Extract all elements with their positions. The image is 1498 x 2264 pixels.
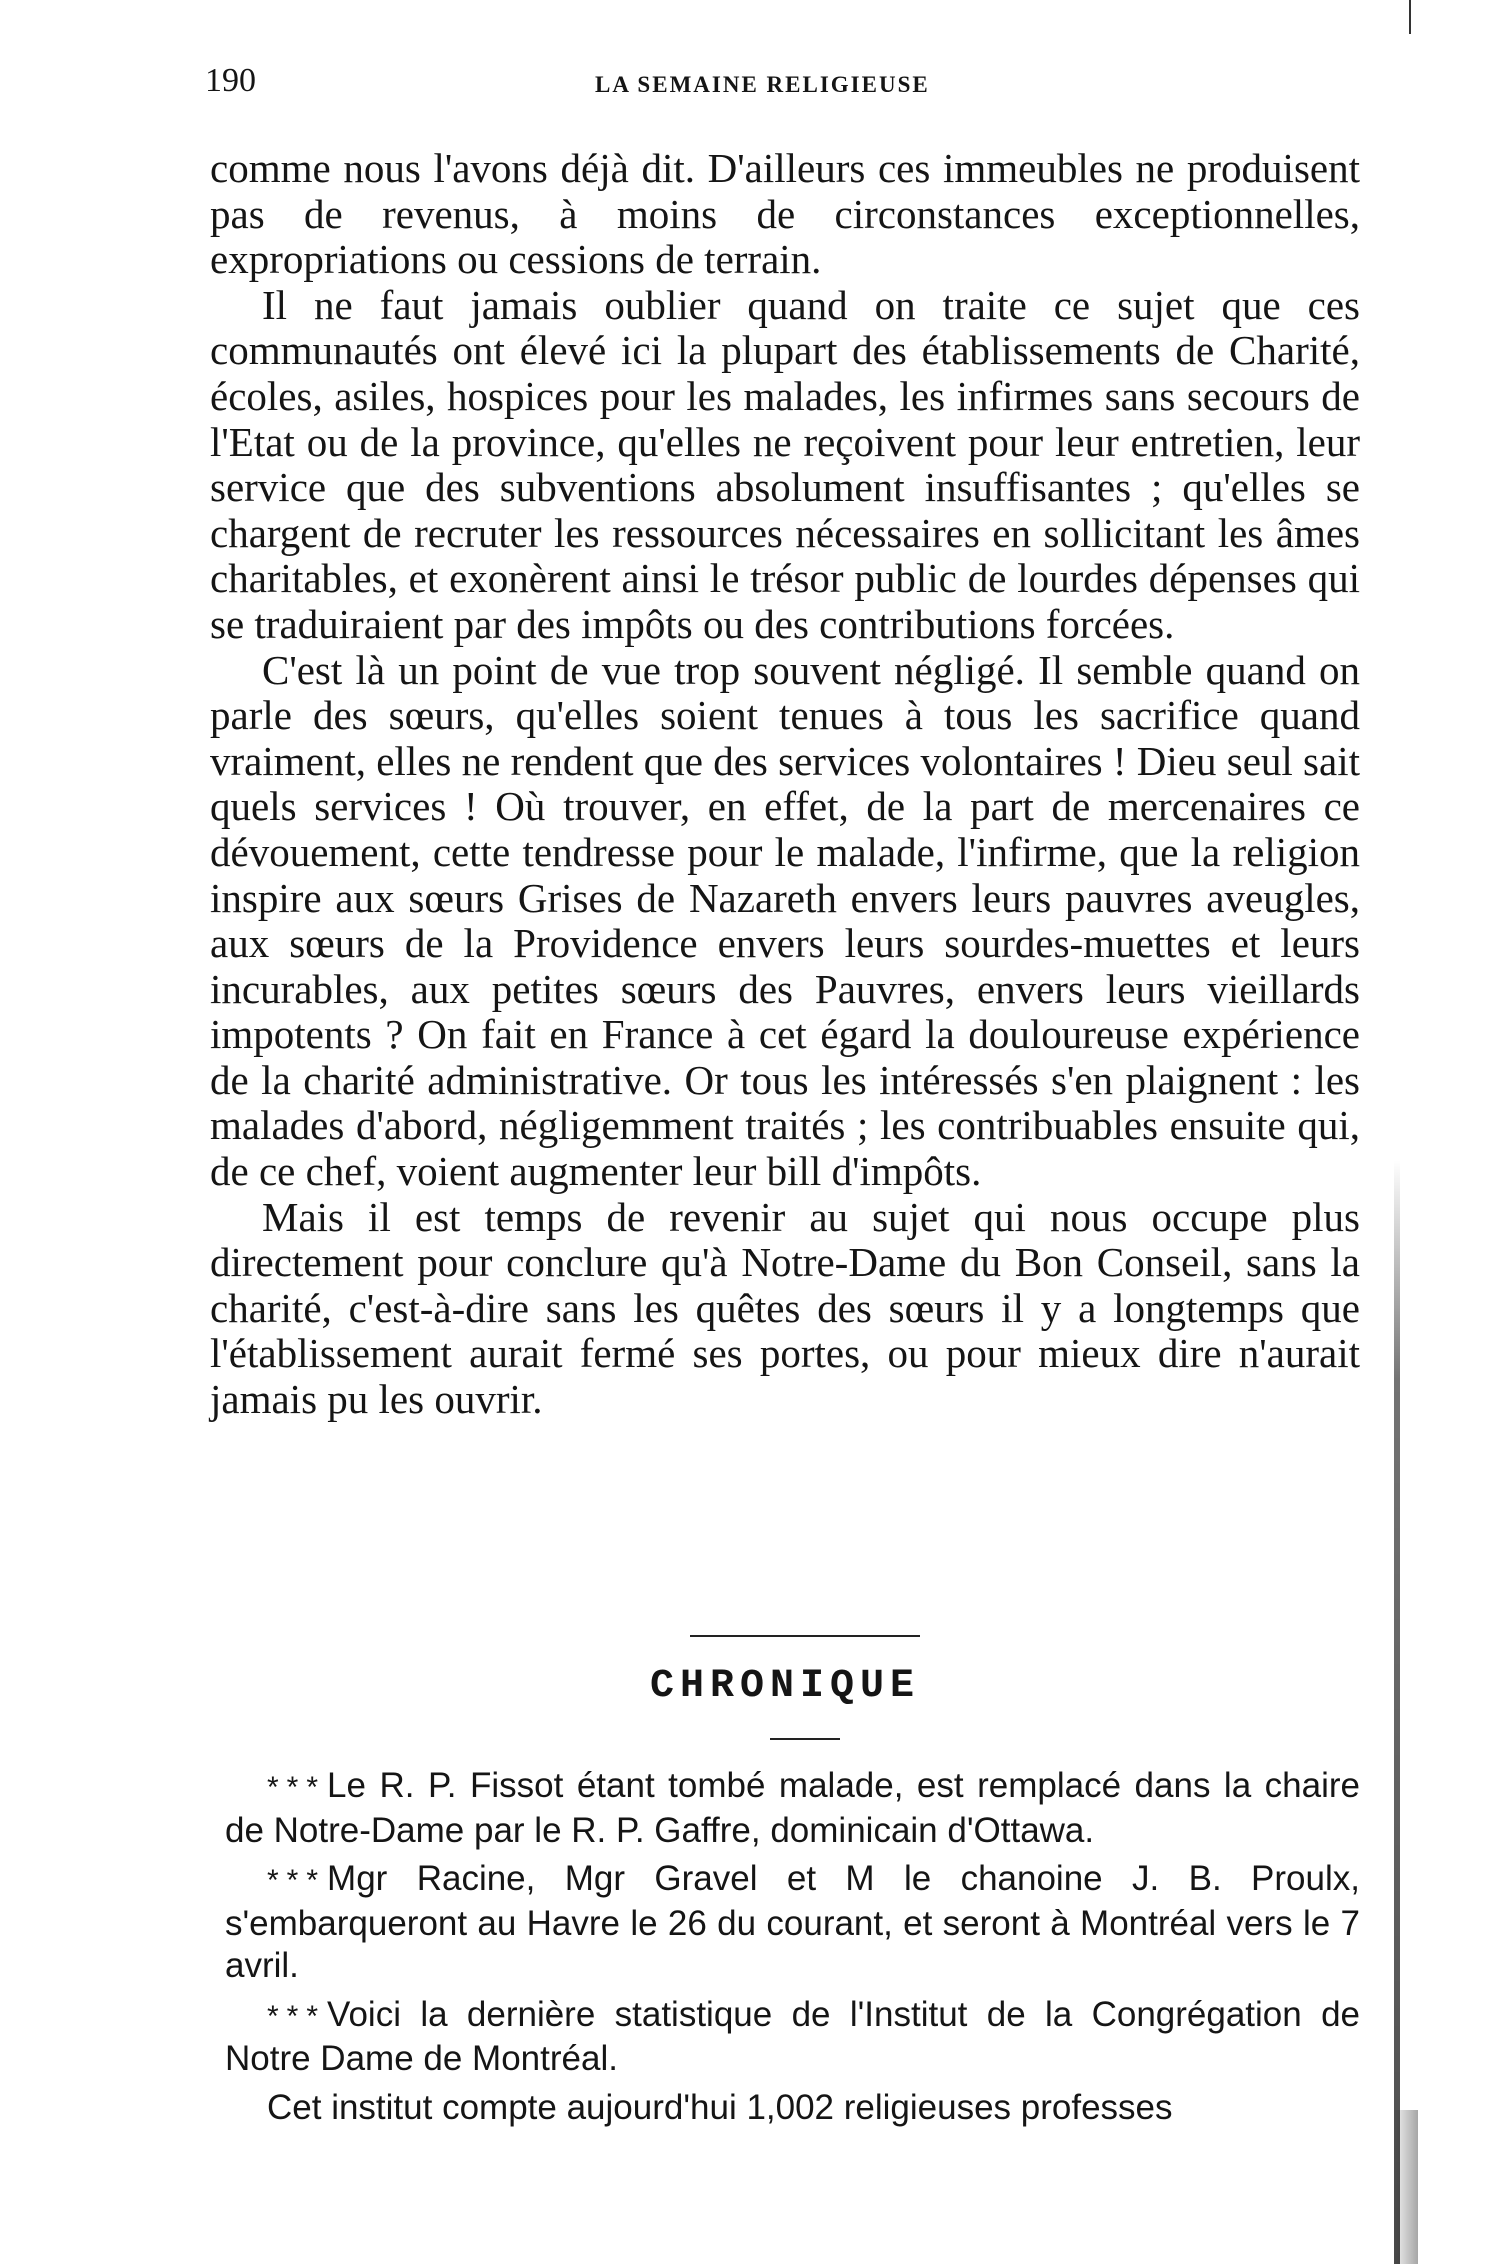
- article-body: [210, 146, 1360, 1423]
- chronicle-section: [225, 1765, 1360, 2135]
- paragraph-communities: Il ne faut jamais oublier quand on traite ce sujet que ces communautés ont élevé ici la plupart des établissements de Charité, écoles, asiles, hospices pour les malades, les infirmes sans secours de l'Etat ou de la province, qu'elles ne reçoivent pour leur entretien, leur service que des subventions absolument insuffisantes ; qu'elles se chargent de recruter les ressources nécessaires en sollicitant les âmes charitables, et exonèrent ainsi le trésor public de lourdes dépenses qui se traduiraient par des impôts ou des contributions forcées.: [210, 281, 1360, 647]
- page-number: 190: [205, 62, 256, 99]
- binding-smudge: [1394, 2110, 1418, 2264]
- asterism-icon: * * *: [267, 1999, 320, 2033]
- paragraph-continued: comme nous l'avons déjà dit. D'ailleurs ces immeubles ne produisent pas de revenus, à moins de circonstances exceptionnelles, expropriations ou cessions de terrain.: [210, 145, 1360, 283]
- paragraph-point-of-view: C'est là un point de vue trop souvent négligé. Il semble quand on parle des sœurs, qu'elles soient tenues à tous les sacrifice quand vraiment, elles ne rendent que des services volontaires ! Dieu seul sait quels services ! Où trouver, en effet, de la part de mercenaires ce dévouement, cette tendresse pour le malade, l'infirme, que la religion inspire aux sœurs Grises de Nazareth envers leurs pauvres aveugles, aux sœurs de la Providence envers leurs sourdes-muettes et leurs incurables, aux petites sœurs des Pauvres, envers leurs vieillards impotents ? On fait en France à cet égard la douloureuse expérience de la charité administrative. Or tous les intéressés s'en plaignent : les malades d'abord, négligemment traités ; les contribuables ensuite qui, de ce chef, voient augmenter leur bill d'impôts.: [210, 646, 1360, 1195]
- chronicle-item: [225, 1858, 1360, 1988]
- paragraph-conclusion: Mais il est temps de revenir au sujet qui nous occupe plus directement pour conclure qu'à Notre-Dame du Bon Conseil, sans la charité, c'est-à-dire sans les quêtes des sœurs il y a longtemps que l'établissement aurait fermé ses portes, ou pour mieux dire n'aurait jamais pu les ouvrir.: [210, 1193, 1360, 1423]
- page-edge-mark: [1409, 0, 1411, 34]
- chronicle-item: [225, 1765, 1360, 1852]
- asterism-icon: * * *: [267, 1864, 320, 1897]
- page-header: [205, 62, 1355, 112]
- running-title: LA SEMAINE RELIGIEUSE: [595, 72, 930, 97]
- chronicle-item-text: Voici la dernière statistique de l'Institut de la Congrégation de Notre Dame de Montréal.: [225, 1994, 1360, 2078]
- chronicle-continuation: Cet institut compte aujourd'hui 1,002 religieuses professes: [267, 2087, 1173, 2127]
- heading-underline: [770, 1738, 840, 1740]
- chronicle-item: [225, 1994, 1360, 2081]
- section-heading: CHRONIQUE: [649, 1664, 921, 1709]
- chronicle-item-text: Le R. P. Fissot étant tombé malade, est remplacé dans la chaire de Notre-Dame par le R. P. Gaffre, dominicain d'Ottawa.: [225, 1766, 1360, 1850]
- chronicle-item-text: Mgr Racine, Mgr Gravel et M le chanoine J. B. Proulx, s'embarqueront au Havre le 26 du courant, et seront à Montréal vers le 7 avril.: [225, 1859, 1360, 1985]
- section-divider: [690, 1635, 920, 1637]
- asterism-icon: * * *: [267, 1771, 320, 1804]
- binding-shadow: [1394, 1160, 1400, 2264]
